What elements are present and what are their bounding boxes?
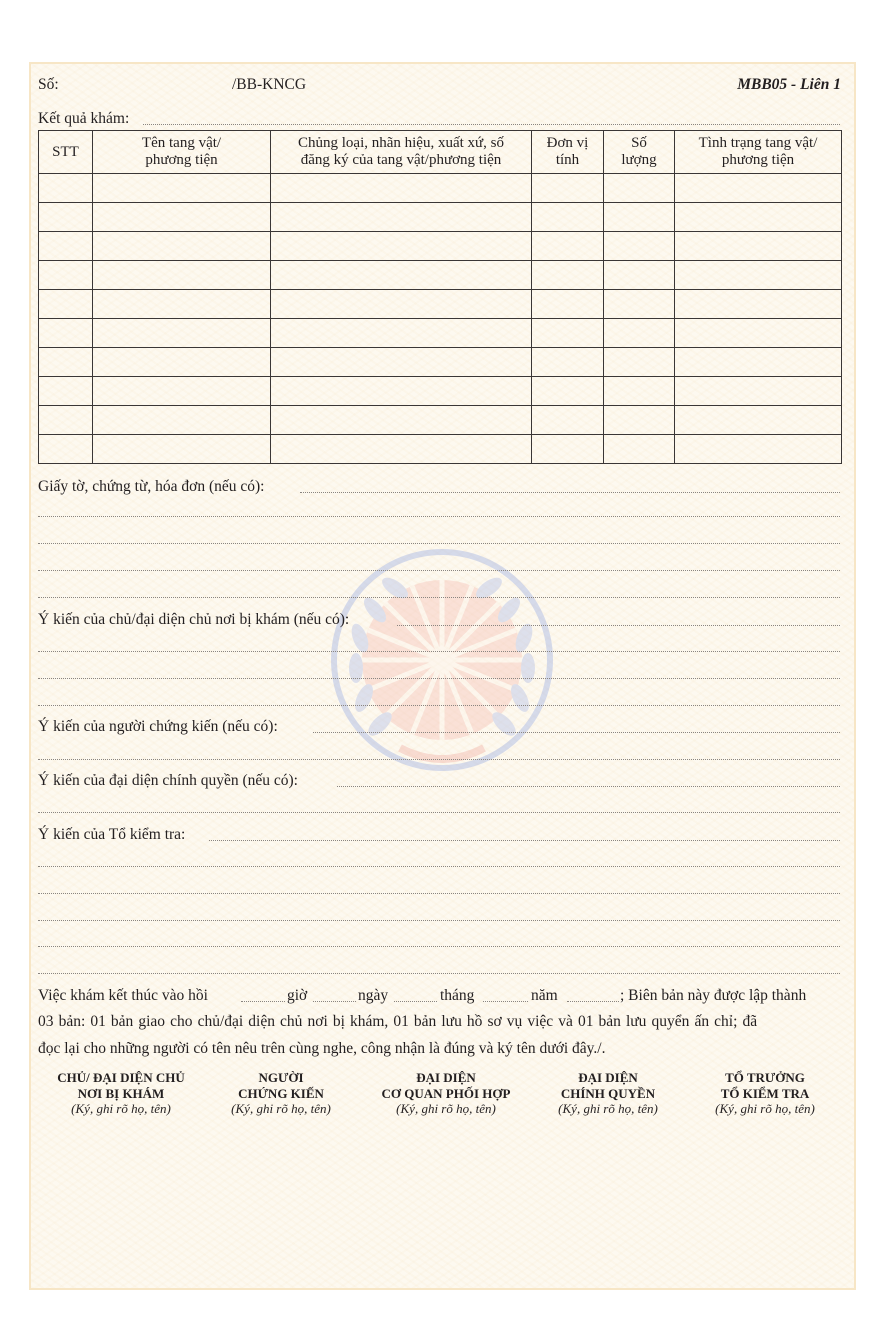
- team-opinion-line[interactable]: [38, 920, 840, 921]
- form-code: MBB05 - Liên 1: [737, 76, 841, 93]
- hour-field[interactable]: [241, 1001, 285, 1002]
- result-label: Kết quả khám:: [38, 110, 130, 127]
- table-cell[interactable]: [271, 232, 532, 261]
- table-cell[interactable]: [532, 232, 604, 261]
- signature-witness: NGƯỜI CHỨNG KIẾN (Ký, ghi rõ họ, tên): [231, 1070, 331, 1116]
- team-opinion-line[interactable]: [38, 946, 840, 947]
- table-cell[interactable]: [93, 174, 271, 203]
- team-opinion-label: Ý kiến của Tổ kiểm tra:: [38, 826, 186, 843]
- table-cell[interactable]: [39, 290, 93, 319]
- table-row: [39, 319, 842, 348]
- table-cell[interactable]: [271, 174, 532, 203]
- table-cell[interactable]: [532, 174, 604, 203]
- table-cell[interactable]: [532, 290, 604, 319]
- so-label: Số:: [38, 76, 59, 93]
- documents-line[interactable]: [38, 570, 840, 571]
- table-cell[interactable]: [271, 261, 532, 290]
- table-cell[interactable]: [271, 377, 532, 406]
- table-cell[interactable]: [39, 348, 93, 377]
- table-cell[interactable]: [39, 435, 93, 464]
- result-dotted-line[interactable]: [143, 124, 840, 125]
- authority-opinion-label: Ý kiến của đại diện chính quyền (nếu có):: [38, 772, 298, 789]
- table-cell[interactable]: [532, 319, 604, 348]
- table-cell[interactable]: [675, 348, 842, 377]
- table-cell[interactable]: [271, 319, 532, 348]
- team-opinion-line[interactable]: [209, 840, 840, 841]
- month-field[interactable]: [483, 1001, 528, 1002]
- table-cell[interactable]: [93, 261, 271, 290]
- documents-line[interactable]: [38, 597, 840, 598]
- table-cell[interactable]: [604, 174, 675, 203]
- table-cell[interactable]: [39, 203, 93, 232]
- authority-opinion-line[interactable]: [337, 786, 840, 787]
- table-cell[interactable]: [675, 261, 842, 290]
- table-cell[interactable]: [271, 290, 532, 319]
- table-cell[interactable]: [39, 174, 93, 203]
- col-unit: Đơn vị tính: [532, 131, 604, 174]
- witness-opinion-label: Ý kiến của người chứng kiến (nếu có):: [38, 718, 278, 735]
- col-quantity: Số lượng: [604, 131, 675, 174]
- team-opinion-line[interactable]: [38, 866, 840, 867]
- day-field[interactable]: [313, 1001, 356, 1002]
- col-condition: Tình trạng tang vật/ phương tiện: [675, 131, 842, 174]
- table-cell[interactable]: [271, 435, 532, 464]
- signature-owner: CHỦ/ ĐẠI DIỆN CHỦ NƠI BỊ KHÁM (Ký, ghi rõ họ, tên): [57, 1070, 185, 1116]
- signature-inspection-leader: TỔ TRƯỞNG TỔ KIỂM TRA (Ký, ghi rõ họ, tên): [715, 1070, 815, 1116]
- table-cell[interactable]: [93, 290, 271, 319]
- witness-opinion-line[interactable]: [38, 759, 840, 760]
- hour-label: giờ: [287, 987, 308, 1004]
- table-cell[interactable]: [93, 319, 271, 348]
- documents-line[interactable]: [38, 516, 840, 517]
- table-cell[interactable]: [675, 319, 842, 348]
- documents-label: Giấy tờ, chứng từ, hóa đơn (nếu có):: [38, 478, 265, 495]
- month-field-spacer[interactable]: [394, 1001, 437, 1002]
- closing-line-2: 03 bản: 01 bản giao cho chủ/đại diện chủ nơi bị khám, 01 bản lưu hồ sơ vụ việc và 01 bản lưu quyển ấn chỉ; đã: [38, 1013, 758, 1030]
- table-cell[interactable]: [93, 203, 271, 232]
- table-row: [39, 261, 842, 290]
- table-cell[interactable]: [39, 232, 93, 261]
- signature-coordinating-agency: ĐẠI DIỆN CƠ QUAN PHỐI HỢP (Ký, ghi rõ họ, tên): [381, 1070, 511, 1116]
- table-cell[interactable]: [271, 406, 532, 435]
- table-cell[interactable]: [271, 348, 532, 377]
- closing-line-3: đọc lại cho những người có tên nêu trên cùng nghe, công nhận là đúng và ký tên dưới đây./.: [38, 1040, 606, 1057]
- table-cell[interactable]: [93, 435, 271, 464]
- table-row: [39, 377, 842, 406]
- table-cell[interactable]: [675, 406, 842, 435]
- table-row: [39, 174, 842, 203]
- table-cell[interactable]: [93, 348, 271, 377]
- table-row: [39, 406, 842, 435]
- table-cell[interactable]: [675, 290, 842, 319]
- table-cell[interactable]: [675, 232, 842, 261]
- day-label: ngày: [358, 987, 389, 1004]
- table-cell[interactable]: [532, 435, 604, 464]
- table-cell[interactable]: [604, 377, 675, 406]
- table-cell[interactable]: [675, 174, 842, 203]
- col-item-name: Tên tang vật/ phương tiện: [93, 131, 271, 174]
- table-cell[interactable]: [39, 319, 93, 348]
- table-cell[interactable]: [93, 377, 271, 406]
- table-cell[interactable]: [39, 261, 93, 290]
- team-opinion-line[interactable]: [38, 893, 840, 894]
- owner-opinion-label: Ý kiến của chủ/đại diện chủ nơi bị khám (nếu có):: [38, 611, 350, 628]
- owner-opinion-line[interactable]: [397, 625, 840, 626]
- table-cell[interactable]: [604, 406, 675, 435]
- table-row: [39, 435, 842, 464]
- items-table: [38, 130, 842, 464]
- table-cell[interactable]: [604, 348, 675, 377]
- year-label: năm: [531, 987, 558, 1004]
- table-cell[interactable]: [532, 377, 604, 406]
- table-cell[interactable]: [93, 406, 271, 435]
- col-item-details: Chủng loại, nhãn hiệu, xuất xứ, số đăng ký của tang vật/phương tiện: [271, 131, 532, 174]
- table-cell[interactable]: [604, 435, 675, 464]
- table-row: [39, 232, 842, 261]
- owner-opinion-line[interactable]: [38, 678, 840, 679]
- year-field[interactable]: [567, 1001, 619, 1002]
- team-opinion-line[interactable]: [38, 973, 840, 974]
- table-row: [39, 348, 842, 377]
- owner-opinion-line[interactable]: [38, 705, 840, 706]
- table-cell[interactable]: [39, 406, 93, 435]
- documents-line[interactable]: [300, 492, 840, 493]
- table-cell[interactable]: [532, 203, 604, 232]
- so-suffix: /BB-KNCG: [232, 76, 307, 93]
- closing-prefix: Việc khám kết thúc vào hồi: [38, 987, 208, 1004]
- table-cell[interactable]: [604, 319, 675, 348]
- table-cell[interactable]: [604, 203, 675, 232]
- closing-suffix: ; Biên bản này được lập thành: [620, 987, 807, 1004]
- witness-opinion-line[interactable]: [313, 732, 840, 733]
- table-cell[interactable]: [271, 203, 532, 232]
- month-label: tháng: [440, 987, 475, 1004]
- documents-line[interactable]: [38, 543, 840, 544]
- table-row: [39, 290, 842, 319]
- table-cell[interactable]: [675, 377, 842, 406]
- owner-opinion-line[interactable]: [38, 651, 840, 652]
- table-cell[interactable]: [93, 232, 271, 261]
- table-cell[interactable]: [532, 261, 604, 290]
- table-cell[interactable]: [675, 435, 842, 464]
- signature-local-authority: ĐẠI DIỆN CHÍNH QUYỀN (Ký, ghi rõ họ, tên): [558, 1070, 658, 1116]
- table-cell[interactable]: [604, 232, 675, 261]
- table-cell[interactable]: [532, 348, 604, 377]
- table-header-row: [39, 131, 842, 174]
- col-stt: STT: [39, 131, 93, 174]
- table-cell[interactable]: [39, 377, 93, 406]
- table-row: [39, 203, 842, 232]
- authority-opinion-line[interactable]: [38, 812, 840, 813]
- table-cell[interactable]: [604, 290, 675, 319]
- table-cell[interactable]: [675, 203, 842, 232]
- table-cell[interactable]: [604, 261, 675, 290]
- table-cell[interactable]: [532, 406, 604, 435]
